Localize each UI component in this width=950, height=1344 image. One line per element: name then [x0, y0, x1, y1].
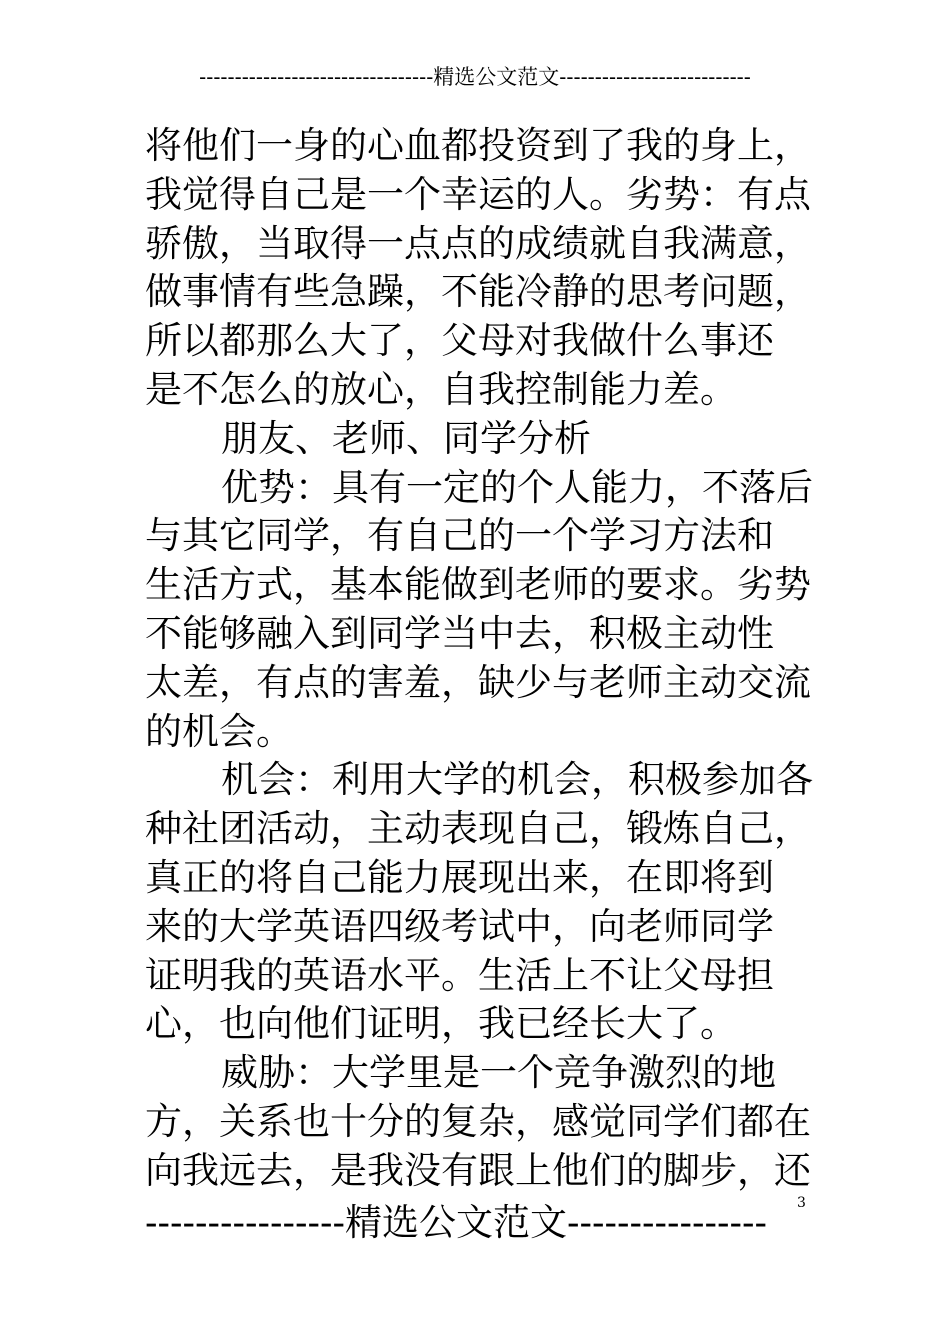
- body-line: 方，关系也十分的复杂，感觉同学们都在: [145, 1099, 811, 1143]
- page-footer: ----------------精选公文范文----------------: [145, 1201, 768, 1244]
- body-line: 太差，有点的害羞，缺少与老师主动交流: [145, 660, 811, 704]
- body-line: 来的大学英语四级考试中，向老师同学: [145, 904, 774, 948]
- body-line: 向我远去，是我没有跟上他们的脚步，还: [145, 1148, 811, 1192]
- body-line: 种社团活动，主动表现自己，锻炼自己，: [145, 807, 811, 851]
- body-line: 机会：利用大学的机会，积极参加各: [221, 758, 813, 802]
- page-number: 3: [797, 1195, 806, 1211]
- body-line: 心，也向他们证明，我已经长大了。: [145, 1002, 737, 1046]
- body-line: 我觉得自己是一个幸运的人。劣势：有点: [145, 172, 811, 216]
- body-line: 证明我的英语水平。生活上不让父母担: [145, 953, 774, 997]
- body-line: 优势：具有一定的个人能力，不落后: [221, 465, 813, 509]
- body-line: 与其它同学，有自己的一个学习方法和: [145, 514, 774, 558]
- body-line: 生活方式，基本能做到老师的要求。劣势: [145, 563, 811, 607]
- body-line: 威胁：大学里是一个竞争激烈的地: [221, 1051, 776, 1095]
- body-line: 是不怎么的放心，自我控制能力差。: [145, 367, 737, 411]
- page-header: ---------------------------------精选公文范文---------------------------: [199, 65, 751, 89]
- body-line: 真正的将自己能力展现出来，在即将到: [145, 855, 774, 899]
- body-line: 朋友、老师、同学分析: [221, 416, 591, 460]
- document-body: [145, 122, 813, 1196]
- body-line: 将他们一身的心血都投资到了我的身上，: [145, 124, 811, 167]
- body-line: 做事情有些急躁，不能冷静的思考问题，: [145, 270, 811, 314]
- body-line: 不能够融入到同学当中去，积极主动性: [145, 611, 774, 655]
- body-line: 骄傲，当取得一点点的成绩就自我满意，: [145, 221, 811, 265]
- body-line: 所以都那么大了，父母对我做什么事还: [145, 319, 774, 363]
- body-line: 的机会。: [145, 709, 293, 753]
